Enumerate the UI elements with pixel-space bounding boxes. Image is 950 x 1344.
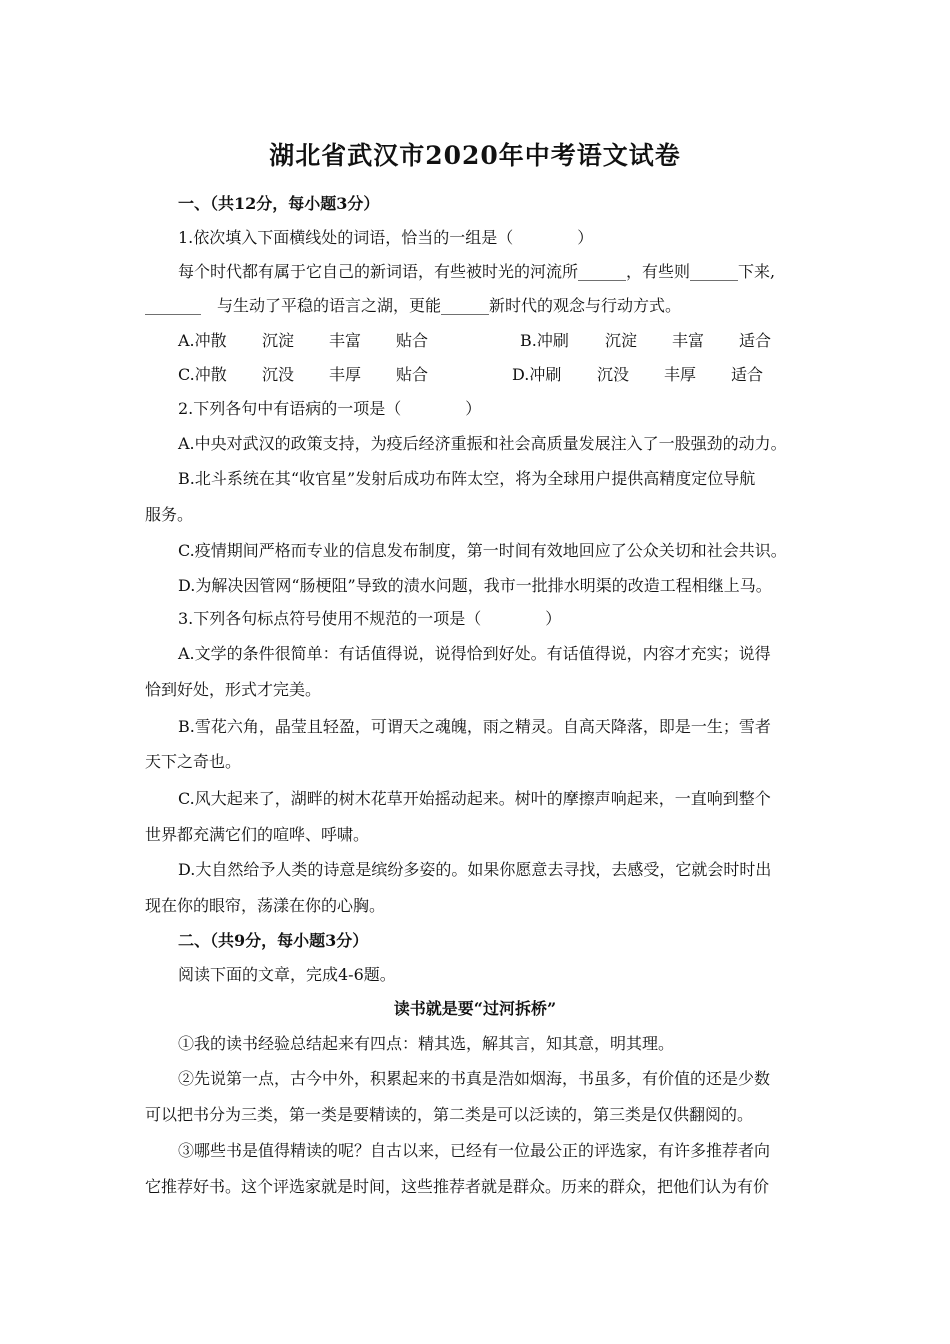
section2-heading: 二、（共9分，每小题3分） [178, 931, 369, 950]
q1-option-c-1: C.冲散 [178, 365, 227, 384]
q3-option-d-line1: D.大自然给予人类的诗意是缤纷多姿的。如果你愿意去寻找，去感受，它就会时时出 [178, 860, 772, 879]
section1-heading: 一、（共12分，每小题3分） [178, 194, 380, 213]
q3-option-a-line2: 恰到好处，形式才完美。 [145, 680, 322, 699]
q1-passage-line1: 每个时代都有属于它自己的新词语，有些被时光的河流所______，有些则______下来, [178, 262, 776, 281]
q1-option-a-3: 丰富 [329, 331, 362, 350]
q3-option-c-line1: C.风大起来了，湖畔的树木花草开始摇动起来。树叶的摩擦声响起来，一直响到整个 [178, 789, 771, 808]
q3-option-a-line1: A.文学的条件很简单：有话值得说，说得恰到好处。有话值得说，内容才充实；说得 [178, 644, 771, 663]
q2-option-d: D.为解决因管网“肠梗阻”导致的渍水问题，我市一批排水明渠的改造工程相继上马。 [178, 576, 772, 595]
q1-option-d-3: 丰厚 [664, 365, 697, 384]
article-paragraph-2-line1: ②先说第一点，古今中外，积累起来的书真是浩如烟海，书虽多，有价值的还是少数 [178, 1069, 771, 1088]
q1-option-c-2: 沉没 [262, 365, 295, 384]
q3-option-b-line1: B.雪花六角，晶莹且轻盈，可谓天之魂魄，雨之精灵。自高天降落，即是一生；雪者 [178, 717, 771, 736]
q1-option-d-2: 沉没 [597, 365, 630, 384]
q2-option-b-line1: B.北斗系统在其“收官星”发射后成功布阵太空，将为全球用户提供高精度定位导航 [178, 469, 756, 488]
q1-option-a-2: 沉淀 [262, 331, 295, 350]
q3-option-c-line2: 世界都充满它们的喧哗、呼啸。 [145, 825, 370, 844]
q1-option-d-4: 适合 [731, 365, 764, 384]
q1-option-a-1: A.冲散 [178, 331, 227, 350]
q1-option-d-1: D.冲刷 [512, 365, 562, 384]
article-paragraph-3-line2: 它推荐好书。这个评选家就是时间，这些推荐者就是群众。历来的群众，把他们认为有价 [145, 1177, 770, 1196]
article-paragraph-3-line1: ③哪些书是值得精读的呢？自古以来，已经有一位最公正的评选家，有许多推荐者向 [178, 1141, 771, 1160]
q2-option-b-line2: 服务。 [145, 505, 194, 524]
q1-option-c-4: 贴合 [396, 365, 429, 384]
q1-option-b-3: 丰富 [672, 331, 705, 350]
section2-instruction: 阅读下面的文章，完成4-6题。 [178, 965, 396, 984]
q1-option-a-4: 贴合 [396, 331, 429, 350]
q1-option-b-1: B.冲刷 [520, 331, 569, 350]
q2-option-c: C.疫情期间严格而专业的信息发布制度，第一时间有效地回应了公众关切和社会共识。 [178, 541, 787, 560]
q3-stem: 3.下列各句标点符号使用不规范的一项是（ ） [178, 609, 562, 628]
q1-stem: 1.依次填入下面横线处的词语，恰当的一组是（ ） [178, 228, 594, 247]
q3-option-b-line2: 天下之奇也。 [145, 752, 242, 771]
q1-option-c-3: 丰厚 [329, 365, 362, 384]
article-title: 读书就是要“过河拆桥” [393, 999, 557, 1018]
article-paragraph-1: ①我的读书经验总结起来有四点：精其选，解其言，知其意，明其理。 [178, 1034, 675, 1053]
q1-passage-line2: _______ 与生动了平稳的语言之湖，更能______新时代的观念与行动方式。 [145, 296, 682, 315]
q1-option-b-2: 沉淀 [605, 331, 638, 350]
q2-option-a: A.中央对武汉的政策支持，为疫后经济重振和社会高质量发展注入了一股强劲的动力。 [178, 434, 787, 453]
q3-option-d-line2: 现在你的眼帘，荡漾在你的心胸。 [145, 896, 386, 915]
q1-option-b-4: 适合 [739, 331, 772, 350]
article-paragraph-2-line2: 可以把书分为三类，第一类是要精读的，第二类是可以泛读的，第三类是仅供翻阅的。 [145, 1105, 754, 1124]
page-title: 湖北省武汉市2020年中考语文试卷 [269, 141, 681, 170]
q2-stem: 2.下列各句中有语病的一项是（ ） [178, 399, 482, 418]
